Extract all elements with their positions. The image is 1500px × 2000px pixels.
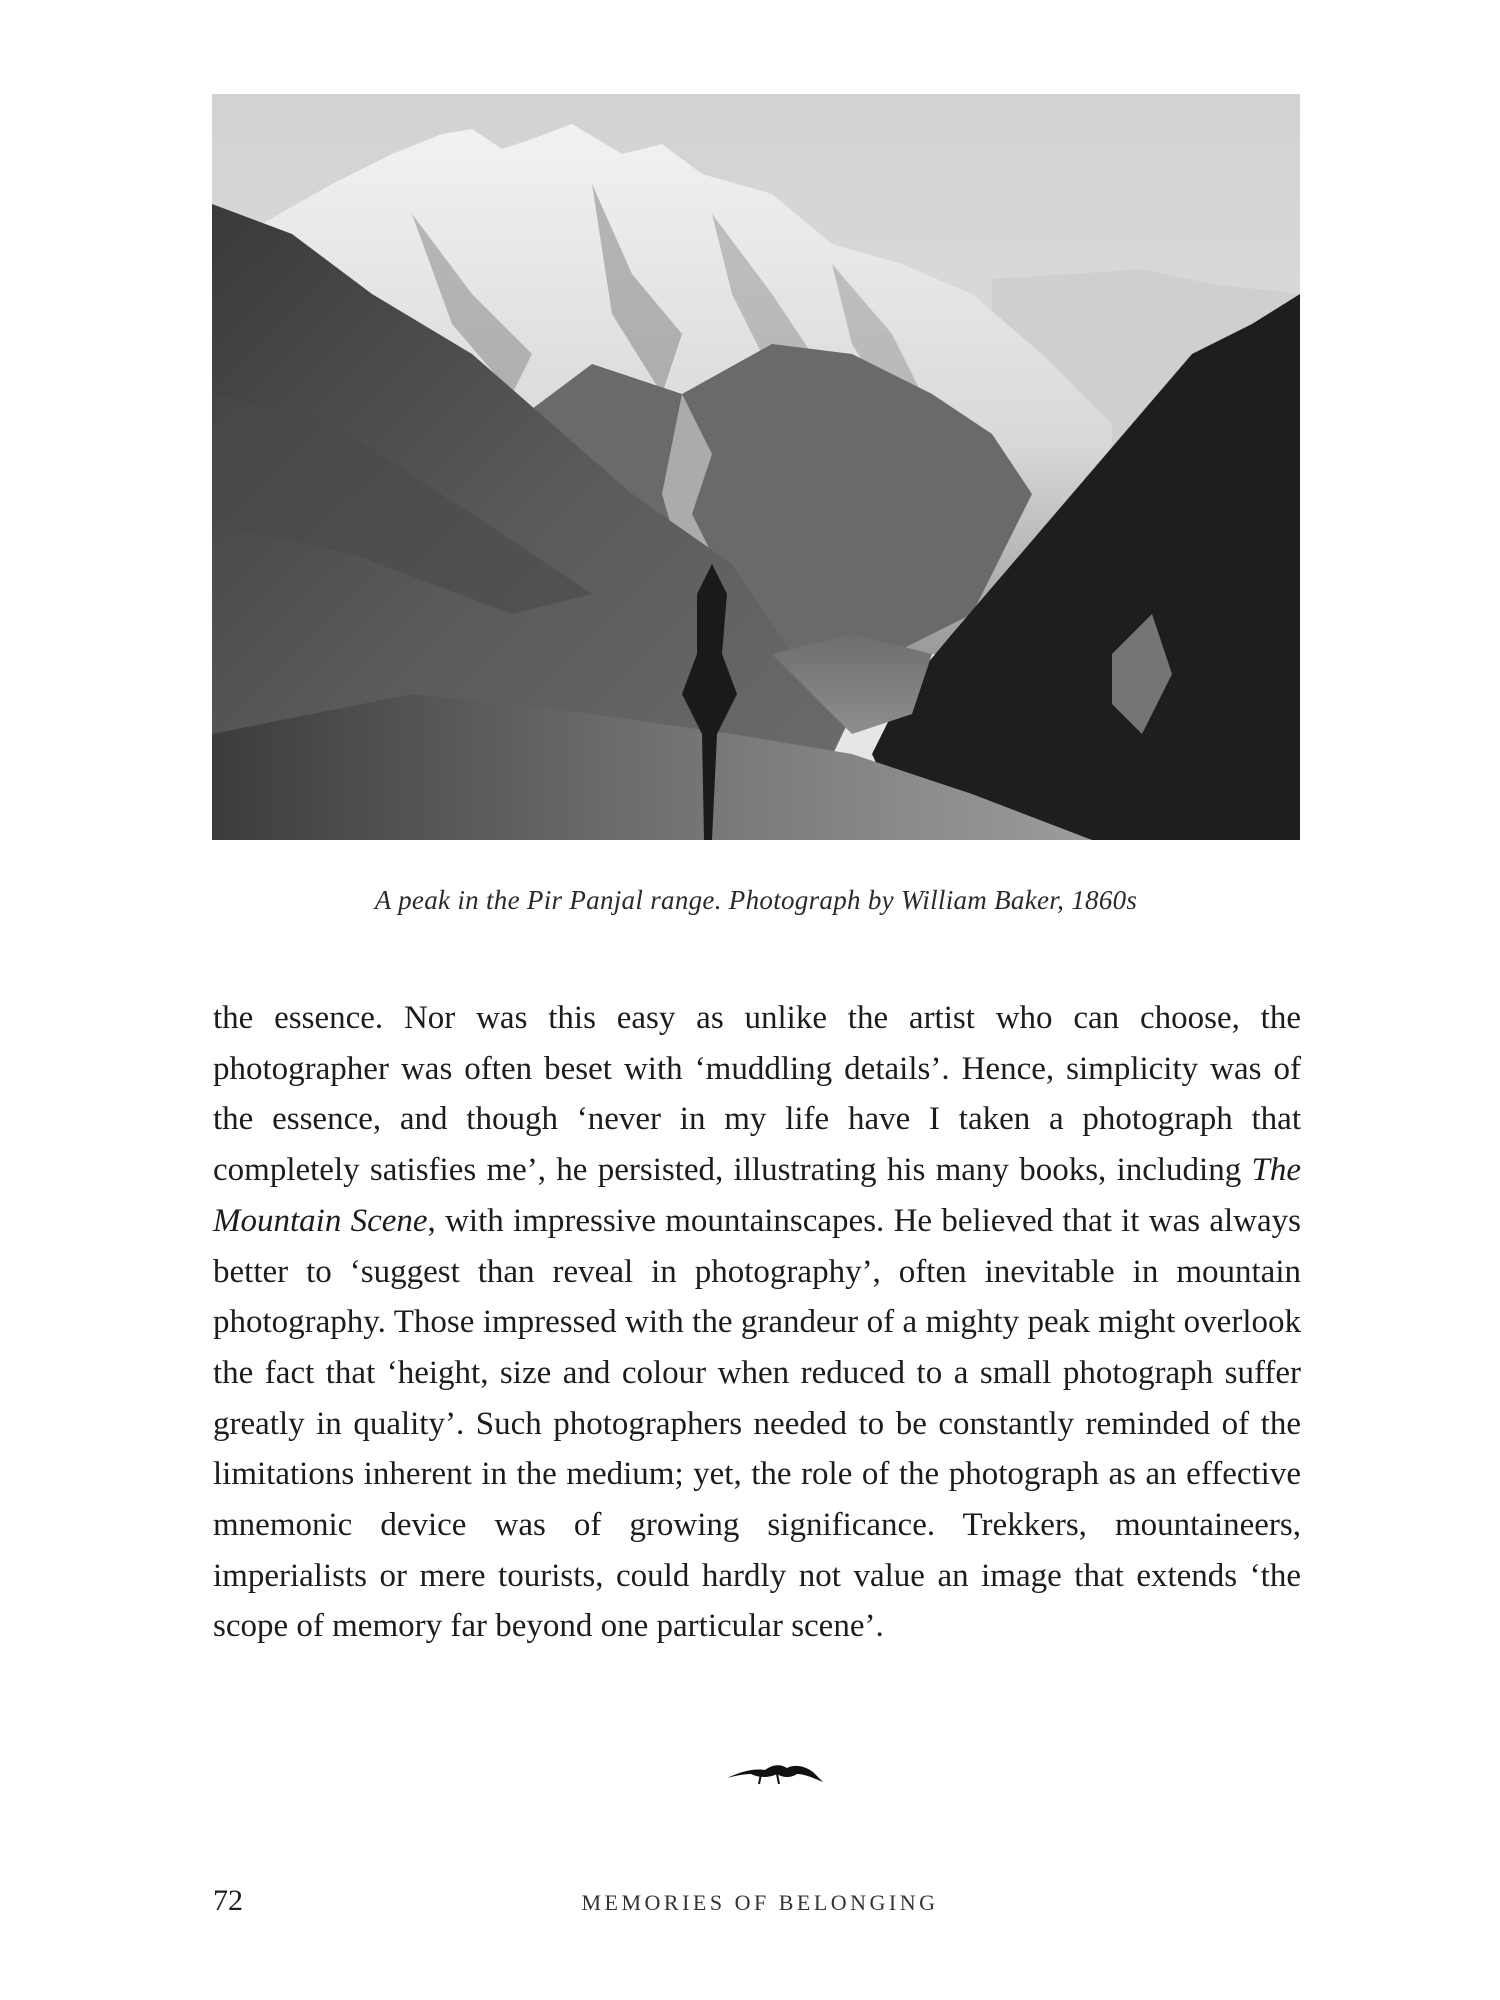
body-paragraph — [213, 993, 1301, 1652]
running-head: MEMORIES OF BELONGING — [581, 1890, 939, 1915]
figure-caption: A peak in the Pir Panjal range. Photograph by William Baker, 1860s — [374, 885, 1138, 915]
body-text-segment: the essence. Nor was this easy as unlike the artist who can choose, the photographer was often beset with ‘muddling details’. Hence, simplicity was of the essence, and though ‘never in my life have I taken a photograph that completely satisfies me’, he persisted, illustrating his many books, including — [213, 1000, 1301, 1189]
book-title-italic: The Mountain Scene — [213, 1152, 1301, 1239]
body-text-segment: , with impressive mountainscapes. He believed that it was always better to ‘suggest than reveal in photography’, often inevitable in mountain photography. Those impressed with the grandeur of a mighty peak might overlook the fact that ‘height, size and colour when reduced to a small photograph suffer greatly in quality’. Such photographers needed to be constantly reminded of the limitations inherent in the medium; yet, the role of the photograph as an effective mnemonic device was of growing significance. Trekkers, mountaineers, imperialists or mere tourists, could hardly not value an image that extends ‘the scope of memory far beyond one particular scene’. — [213, 1202, 1301, 1645]
page-number: 72 — [213, 1884, 243, 1917]
mountain-photograph — [212, 94, 1300, 840]
section-ornament-icon — [725, 1756, 825, 1790]
